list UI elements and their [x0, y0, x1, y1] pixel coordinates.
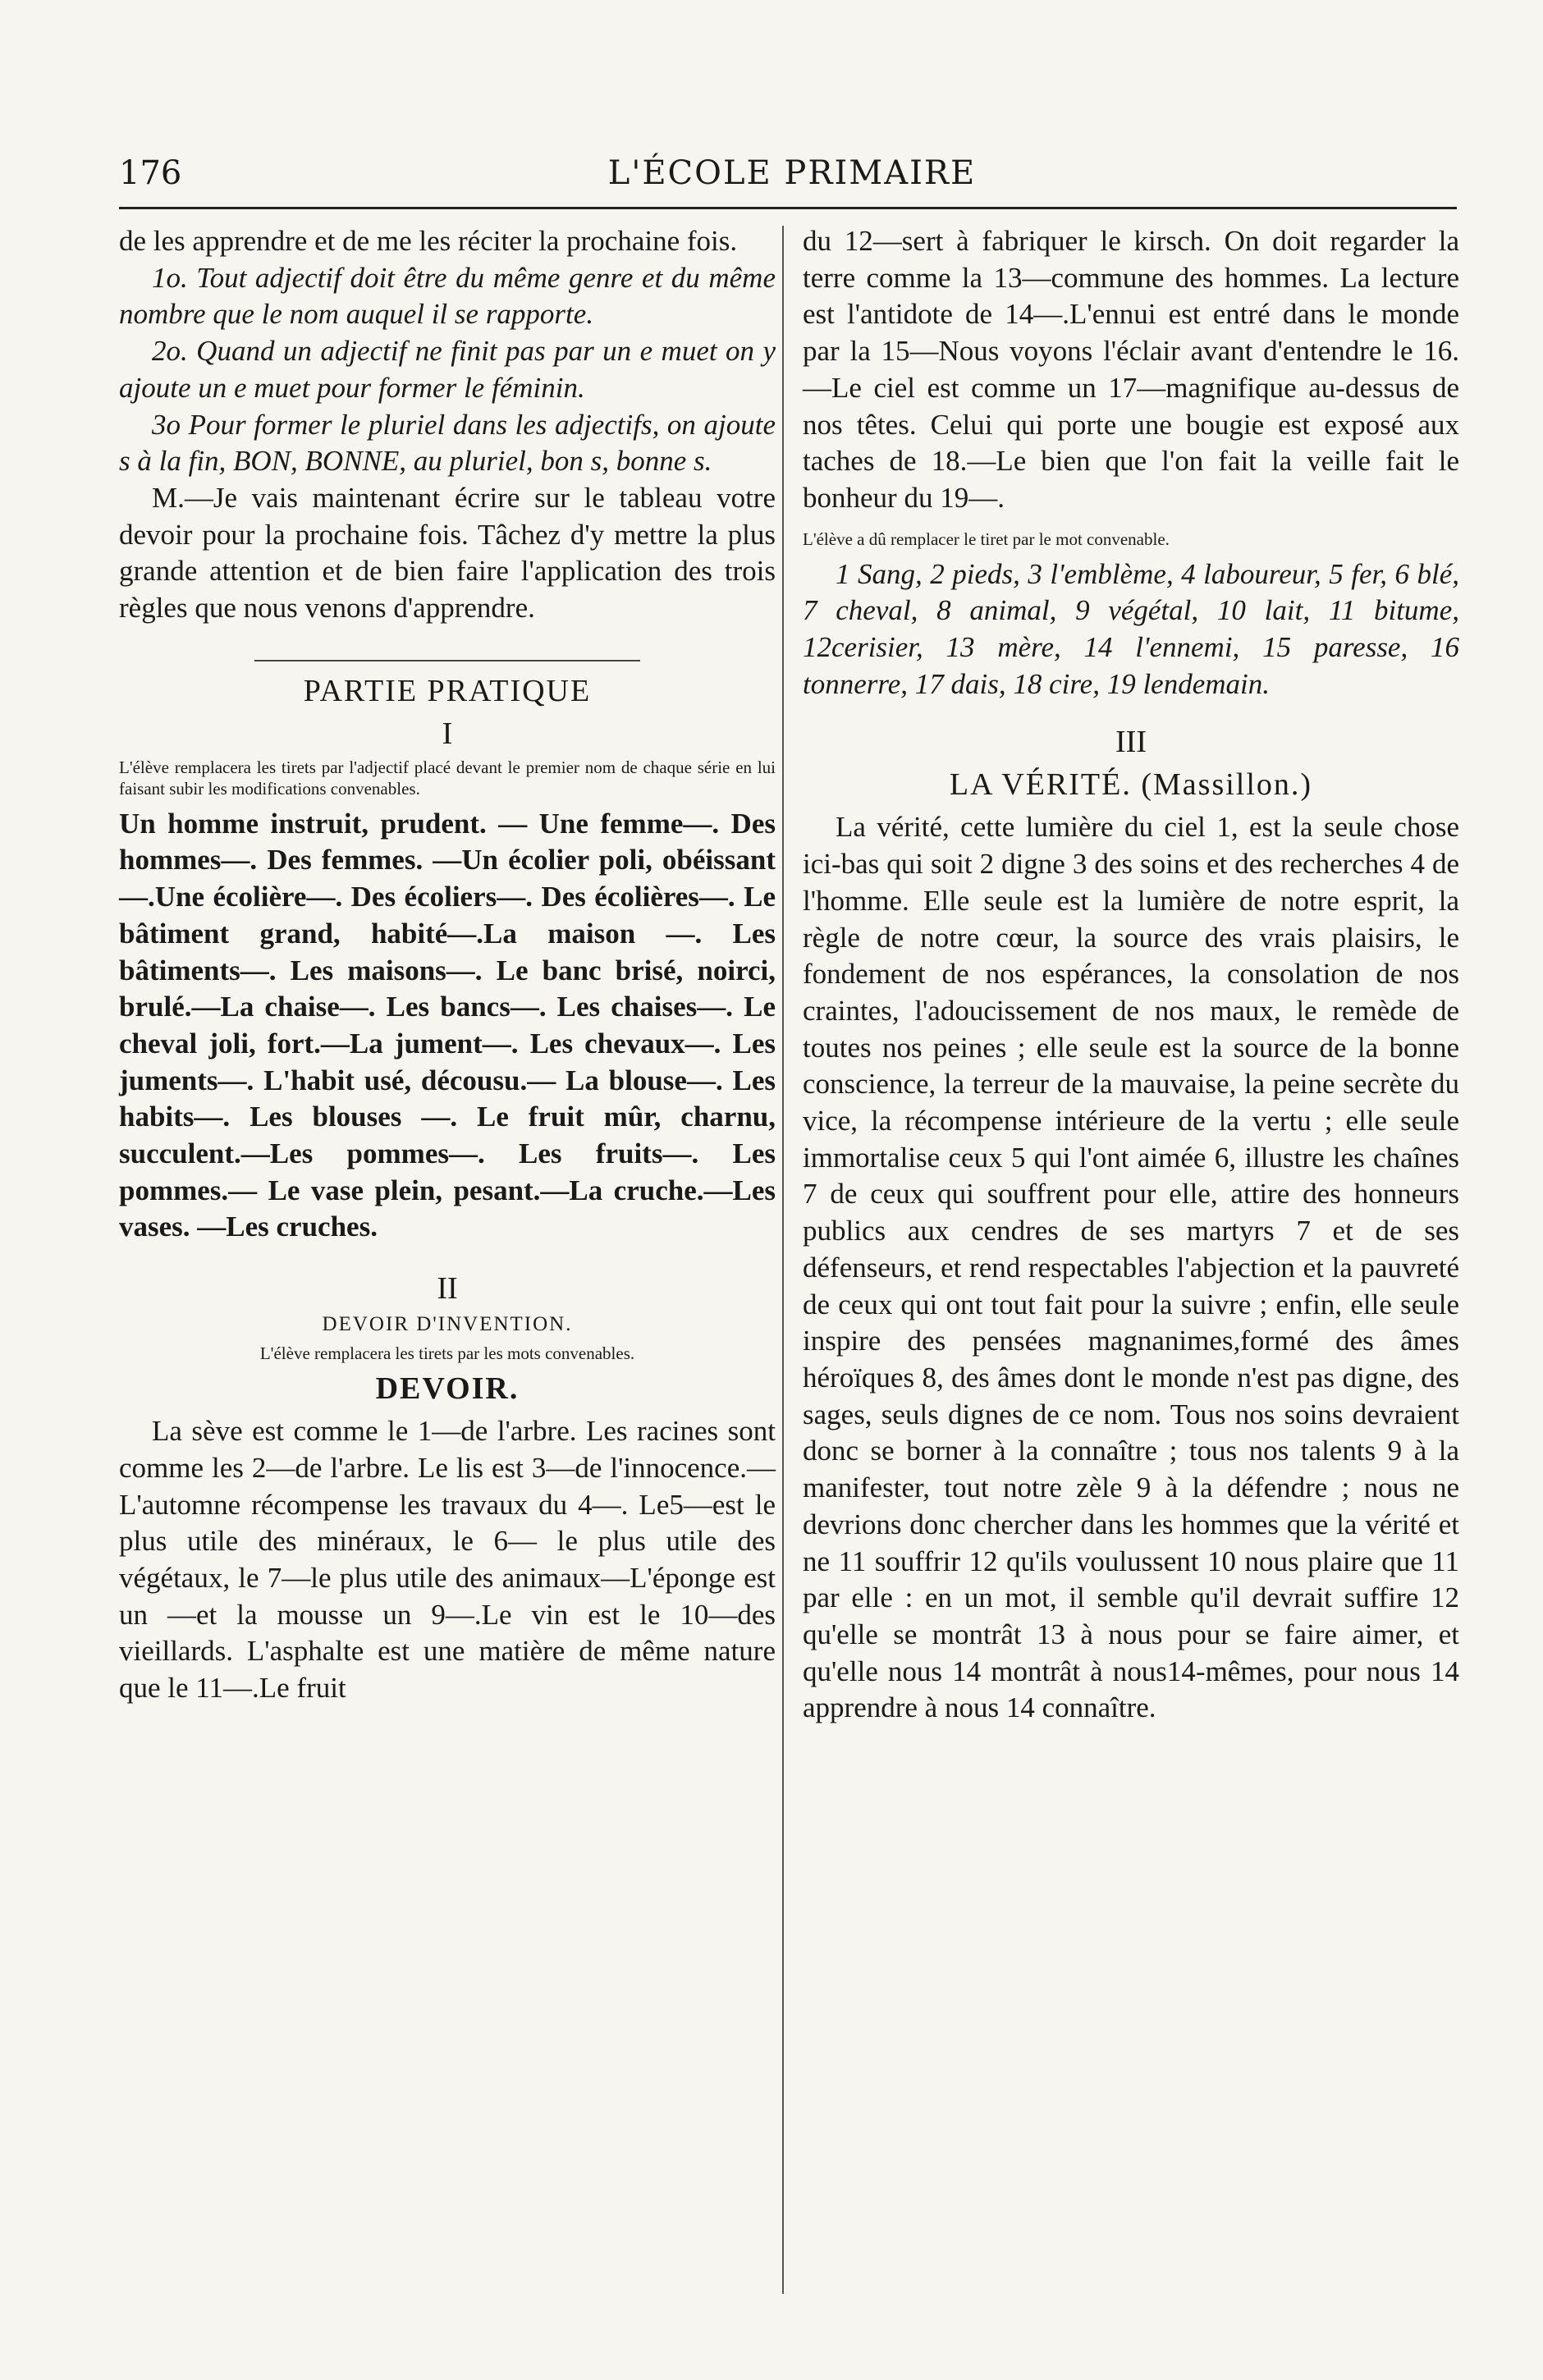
instruction-note-3: L'élève a dû remplacer le tiret par le mot convenable. [803, 529, 1170, 549]
left-column [119, 223, 776, 1707]
exercise-number-1: I [442, 716, 453, 751]
answer-key: 1 Sang, 2 pieds, 3 l'emblème, 4 laboureur, 5 fer, 6 blé, 7 cheval, 8 animal, 9 végétal, 10 lait, 11 bitume, 12cerisier, 13 mère, 14 l'ennemi, 15 paresse, 16 tonnerre, 17 dais, 18 cire, 19 lendemain. [803, 557, 1459, 700]
header-rule [119, 207, 1457, 209]
section-divider [254, 660, 640, 661]
exercise-2-text: La sève est comme le 1—de l'arbre. Les racines sont comme les 2—de l'arbre. Le lis est 3—de l'innocence.—L'automne récompense les travaux du 4—. Le5—est le plus utile des minéraux, le 6— le plus utile des végétaux, le 7—le plus utile des animaux—L'éponge est un —et la mousse un 9—.Le vin est le 10—des vieillards. L'asphalte est une matière de même nature que le 11—.Le fruit [119, 1415, 776, 1705]
rule-3: 3o Pour former le pluriel dans les adjectifs, on ajoute s à la fin, BON, BONNE, au pluriel, bon s, bonne s. [119, 408, 776, 478]
rule-2: 2o. Quand un adjectif ne finit pas par un e muet on y ajoute un e muet pour former le féminin. [119, 335, 776, 404]
page-number: 176 [119, 154, 182, 192]
column-divider [782, 226, 784, 2294]
instruction-note-2: L'élève remplacera les tirets par les mots convenables. [259, 1343, 635, 1364]
exercise-number-3: III [1115, 725, 1147, 760]
section-title-partie-pratique: PARTIE PRATIQUE [303, 673, 592, 708]
rule-1: 1o. Tout adjectif doit être du même genre et du même nombre que le nom auquel il se rapporte. [119, 261, 776, 331]
devoir-invention-heading: DEVOIR D'INVENTION. [322, 1313, 573, 1336]
right-column [803, 223, 1459, 1727]
exercise-1-text: Un homme instruit, prudent. — Une femme—. Des hommes—. Des femmes. —Un écolier poli, obéissant—.Une écolière—. Des écoliers—. Des écolières—. Le bâtiment grand, habité—.La maison —. Les bâtiments—. Les maisons—. Le banc brisé, noirci, brulé.—La chaise—. Les bancs—. Les chaises—. Le cheval joli, fort.—La jument—. Les chevaux—. Les juments—. L'habit usé, décousu.— La blouse—. Les habits—. Les blouses —. Le fruit mûr, charnu, succulent.—Les pommes—. Les fruits—. Les pommes.— Le vase plein, pesant.—La cruche.—Les vases. —Les cruches. [119, 807, 776, 1243]
exercise-2-continued: du 12—sert à fabriquer le kirsch. On doit regarder la terre comme la 13—commune des hommes. La lecture est l'antidote de 14—.L'ennui est entré dans le monde par la 15—Nous voyons l'éclair avant d'entendre le 16.—Le ciel est comme un 17—magnifique au-dessus de nos têtes. Celui qui porte une bougie est exposé aux taches de 18.—Le bien que l'on fait la veille fait le bonheur du 19—. [803, 225, 1459, 514]
running-title: L'ÉCOLE PRIMAIRE [607, 154, 977, 192]
verite-title: LA VÉRITÉ. (Massillon.) [949, 767, 1313, 803]
devoir-heading: DEVOIR. [375, 1371, 520, 1407]
teacher-paragraph: M.—Je vais maintenant écrire sur le tableau votre devoir pour la prochaine fois. Tâchez d'y mettre la plus grande attention et de bien faire l'application des trois règles que nous venons d'apprendre. [119, 481, 776, 625]
instruction-note-1: L'élève remplacera les tirets par l'adjectif placé devant le premier nom de chaque série en lui faisant subir les modifications convenables. [119, 757, 776, 799]
exercise-number-2: II [437, 1271, 458, 1307]
continued-paragraph: de les apprendre et de me les réciter la prochaine fois. [119, 225, 738, 257]
page-header [119, 148, 1465, 197]
verite-text: La vérité, cette lumière du ciel 1, est la seule chose ici-bas qui soit 2 digne 3 des soins et des recherches 4 de l'homme. Elle seule est la lumière de notre esprit, la règle de notre cœur, la source des vrais plaisirs, le fondement de nos espérances, la consolation de nos craintes, l'adoucissement de nos maux, le remède de toutes nos peines ; elle seule est la source de la bonne conscience, la terreur de la mauvaise, la peine secrète du vice, la récompense intérieure de la vertu ; elle seule immortalise ceux 5 qui l'ont aimée 6, illustre les chaînes 7 de ceux qui souffrent pour elle, attire des honneurs publics aux cendres de ses martyrs 7 et de ses défenseurs, et rend respectables l'abjection et la pauvreté de ceux qui ont tout fait pour la suivre ; enfin, elle seule inspire des pensées magnanimes,formé des âmes héroïques 8, des âmes dont le monde n'est pas digne, des sages, seuls dignes de ce nom. Tous nos soins devraient donc se borner à la connaître ; tous nos talents 9 à la manifester, tout notre zèle 9 à la défendre ; nous ne devrions donc chercher dans les hommes que la vérité et ne 11 souffrir 12 qu'ils voulussent 10 nous plaire que 11 par elle : en un mot, il semble qu'il devrait suffire 12 qu'elle se montrât 13 à nous pour se faire aimer, et qu'elle nous 14 montrât à nous14-mêmes, pour nous 14 apprendre à nous 14 connaître. [803, 811, 1459, 1724]
